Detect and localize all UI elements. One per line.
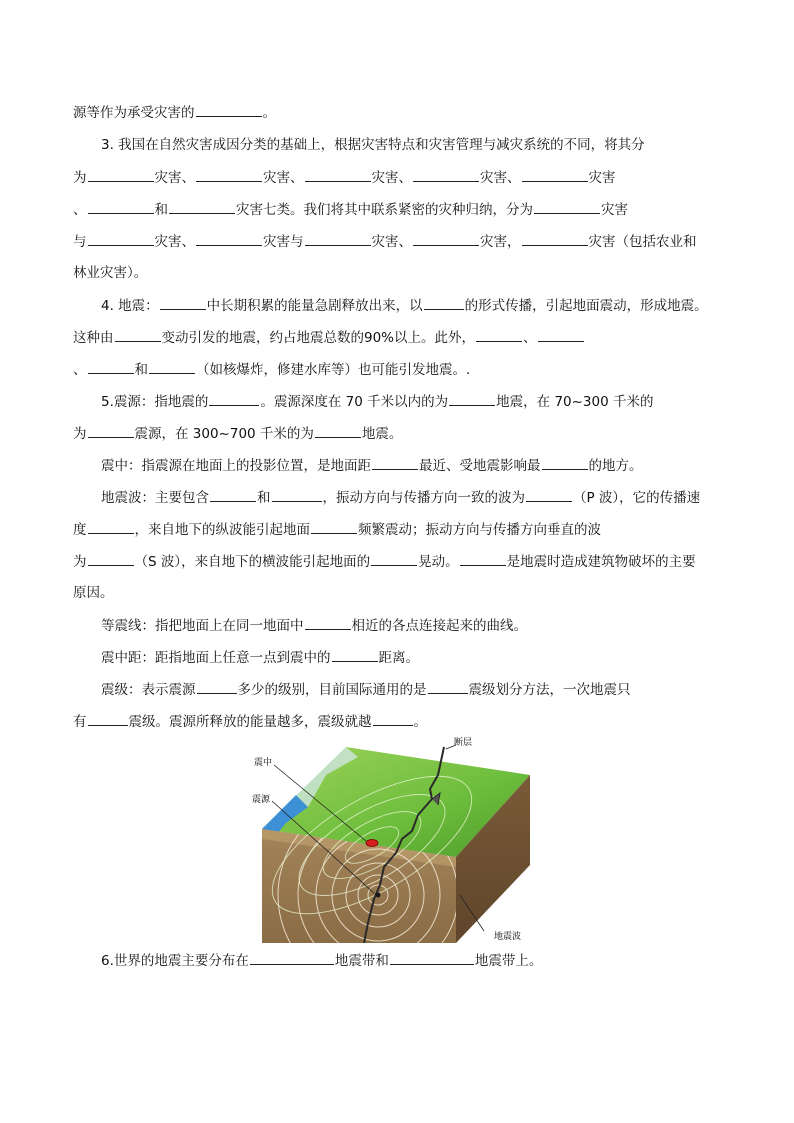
text-line bbox=[73, 103, 276, 122]
text: 灾害七类。我们将其中联系紧密的灾种归纳，分为 bbox=[236, 202, 533, 218]
text: 3. 我国在自然灾害成因分类的基础上，根据灾害特点和灾害管理与减灾系统的不同，将其分 bbox=[101, 137, 645, 153]
answer-blank[interactable] bbox=[526, 488, 572, 502]
wave-line-2 bbox=[73, 520, 601, 539]
answer-blank[interactable] bbox=[428, 680, 468, 694]
answer-blank[interactable] bbox=[315, 424, 361, 438]
text: 地震。 bbox=[361, 426, 403, 442]
q3-line-1 bbox=[101, 136, 645, 154]
text: 、 bbox=[523, 330, 537, 346]
text: 和 bbox=[154, 202, 168, 218]
text: （P 波），它的传播速 bbox=[573, 490, 701, 506]
answer-blank[interactable] bbox=[196, 168, 262, 182]
text: 与 bbox=[73, 234, 87, 250]
answer-blank[interactable] bbox=[522, 232, 588, 246]
answer-blank[interactable] bbox=[305, 232, 371, 246]
text: 、 bbox=[181, 170, 195, 186]
text: （如核爆炸，修建水库等）也可能引发地震。. bbox=[196, 362, 471, 378]
focus-marker bbox=[376, 893, 381, 898]
answer-blank[interactable] bbox=[534, 200, 600, 214]
text: 多少的级别，目前国际通用的是 bbox=[237, 682, 427, 698]
text: 灾害 bbox=[480, 170, 507, 186]
text: ，来自地下的纵波能引起地面 bbox=[134, 522, 310, 538]
q4-line-1 bbox=[101, 296, 708, 315]
answer-blank[interactable] bbox=[88, 520, 134, 534]
q6-line bbox=[101, 951, 542, 970]
answer-blank[interactable] bbox=[88, 552, 134, 566]
answer-blank[interactable] bbox=[371, 552, 417, 566]
text: 灾害 bbox=[263, 170, 290, 186]
text: 、 bbox=[73, 362, 87, 378]
text: 、 bbox=[507, 170, 521, 186]
answer-blank[interactable] bbox=[210, 488, 256, 502]
text: 为 bbox=[73, 554, 87, 570]
q5-line-1 bbox=[101, 392, 654, 411]
answer-blank[interactable] bbox=[169, 200, 235, 214]
text: 距离。 bbox=[378, 650, 419, 666]
text: 源等作为承受灾害的 bbox=[73, 105, 195, 121]
text: 中长期积累的能量急剧释放出来，以 bbox=[206, 298, 423, 314]
text: 震源，在 300~700 千米的为 bbox=[134, 426, 314, 442]
answer-blank[interactable] bbox=[390, 951, 474, 965]
answer-blank[interactable] bbox=[460, 552, 506, 566]
text: 最近、受地震影响最 bbox=[419, 458, 541, 474]
text: 震级：表示震源 bbox=[101, 682, 196, 698]
text: 震级划分方法，一次地震只 bbox=[468, 682, 631, 698]
text: 的形式传播，引起地面震动，形成地震。 bbox=[464, 298, 708, 314]
distance-line bbox=[101, 648, 419, 667]
text: 灾害 bbox=[154, 234, 182, 250]
wave-line-3 bbox=[73, 552, 696, 571]
answer-blank[interactable] bbox=[413, 168, 479, 182]
text: 这种由 bbox=[73, 330, 114, 346]
text: 灾害， bbox=[480, 234, 521, 250]
q4-line-2 bbox=[73, 328, 585, 347]
text: 灾害 bbox=[371, 170, 399, 186]
text: 相近的各点连接起来的曲线。 bbox=[351, 618, 527, 634]
text: 。 bbox=[262, 105, 276, 121]
answer-blank[interactable] bbox=[311, 520, 357, 534]
text: 等震线：指把地面上在同一地面中 bbox=[101, 618, 304, 634]
q3-line-4 bbox=[73, 232, 697, 251]
answer-blank[interactable] bbox=[413, 232, 479, 246]
answer-blank[interactable] bbox=[88, 360, 134, 374]
answer-blank[interactable] bbox=[88, 168, 154, 182]
answer-blank[interactable] bbox=[250, 951, 334, 965]
text: 。震源深度在 70 千米以内的为 bbox=[260, 394, 449, 410]
text: 、 bbox=[398, 234, 412, 250]
text: 和 bbox=[134, 362, 148, 378]
wave-line-4 bbox=[73, 584, 114, 602]
text: 震中：指震源在地面上的投影位置，是地面距 bbox=[101, 458, 371, 474]
text: 地震波：主要包含 bbox=[101, 490, 209, 506]
magnitude-line-2 bbox=[73, 712, 427, 731]
text: ，振动方向与传播方向一致的波为 bbox=[322, 490, 525, 506]
text: 灾害与 bbox=[263, 234, 304, 250]
q4-line-3 bbox=[73, 360, 470, 379]
epicenter-marker bbox=[366, 840, 378, 847]
text: 灾害 bbox=[154, 170, 182, 186]
text: 是地震时造成建筑物破坏的主要 bbox=[506, 554, 696, 570]
text: 。 bbox=[413, 714, 427, 730]
text: 灾害 bbox=[371, 234, 399, 250]
answer-blank[interactable] bbox=[88, 200, 154, 214]
text: 、 bbox=[398, 170, 412, 186]
q3-line-3 bbox=[73, 200, 628, 219]
answer-blank[interactable] bbox=[424, 296, 464, 310]
q3-line-2 bbox=[73, 168, 616, 187]
answer-blank[interactable] bbox=[149, 360, 195, 374]
isoseismal-line bbox=[101, 616, 527, 635]
text: 6.世界的地震主要分布在 bbox=[101, 953, 249, 969]
text: 4. 地震： bbox=[101, 298, 159, 314]
answer-blank[interactable] bbox=[197, 680, 237, 694]
text: 为 bbox=[73, 426, 87, 442]
answer-blank[interactable] bbox=[88, 232, 154, 246]
answer-blank[interactable] bbox=[88, 712, 128, 726]
answer-blank[interactable] bbox=[476, 328, 522, 342]
answer-blank[interactable] bbox=[272, 488, 322, 502]
answer-blank[interactable] bbox=[542, 456, 588, 470]
text: 地震，在 70~300 千米的 bbox=[496, 394, 654, 410]
answer-blank[interactable] bbox=[372, 456, 418, 470]
answer-blank[interactable] bbox=[115, 328, 161, 342]
text: 震级。震源所释放的能量越多，震级就越 bbox=[128, 714, 372, 730]
text: 的地方。 bbox=[588, 458, 643, 474]
magnitude-line-1 bbox=[101, 680, 631, 699]
answer-blank[interactable] bbox=[160, 296, 206, 310]
fault-label: 断层 bbox=[454, 738, 473, 748]
text: 变动引发的地震，约占地震总数的90%以上。此外， bbox=[161, 330, 476, 346]
text: 原因。 bbox=[73, 585, 114, 601]
text: 地震带和 bbox=[334, 953, 389, 969]
text: 灾害 bbox=[588, 170, 616, 186]
text: 、 bbox=[73, 202, 87, 218]
q3-line-5 bbox=[73, 264, 147, 282]
answer-blank[interactable] bbox=[538, 328, 584, 342]
seismic-wave-label: 地震波 bbox=[494, 932, 522, 942]
text: 震中距：距指地面上任意一点到震中的 bbox=[101, 650, 331, 666]
text: 为 bbox=[73, 170, 87, 186]
answer-blank[interactable] bbox=[449, 392, 495, 406]
text: （S 波），来自地下的横波能引起地面的 bbox=[134, 554, 371, 570]
text: 、 bbox=[181, 234, 195, 250]
text: 5.震源：指地震的 bbox=[101, 394, 209, 410]
text: 有 bbox=[73, 714, 87, 730]
text: 频繁震动；振动方向与传播方向垂直的波 bbox=[358, 522, 601, 538]
text: 地震带上。 bbox=[474, 953, 543, 969]
text: 度 bbox=[73, 522, 87, 538]
text: 灾害（包括农业和 bbox=[588, 234, 697, 250]
answer-blank[interactable] bbox=[196, 103, 262, 117]
epicenter-line bbox=[101, 456, 643, 475]
text: 灾害 bbox=[601, 202, 628, 218]
answer-blank[interactable] bbox=[88, 424, 134, 438]
focus-label: 震源 bbox=[252, 795, 271, 805]
text: 、 bbox=[290, 170, 304, 186]
text: 晃动。 bbox=[418, 554, 459, 570]
epicenter-label: 震中 bbox=[254, 758, 273, 768]
text: 和 bbox=[257, 490, 271, 506]
answer-blank[interactable] bbox=[373, 712, 413, 726]
q5-line-2 bbox=[73, 424, 402, 443]
answer-blank[interactable] bbox=[522, 168, 588, 182]
answer-blank[interactable] bbox=[196, 232, 262, 246]
answer-blank[interactable] bbox=[305, 168, 371, 182]
answer-blank[interactable] bbox=[209, 392, 259, 406]
wave-line-1 bbox=[101, 488, 700, 507]
answer-blank[interactable] bbox=[332, 648, 378, 662]
earthquake-diagram bbox=[246, 735, 542, 943]
answer-blank[interactable] bbox=[305, 616, 351, 630]
text: 林业灾害）。 bbox=[73, 265, 148, 281]
